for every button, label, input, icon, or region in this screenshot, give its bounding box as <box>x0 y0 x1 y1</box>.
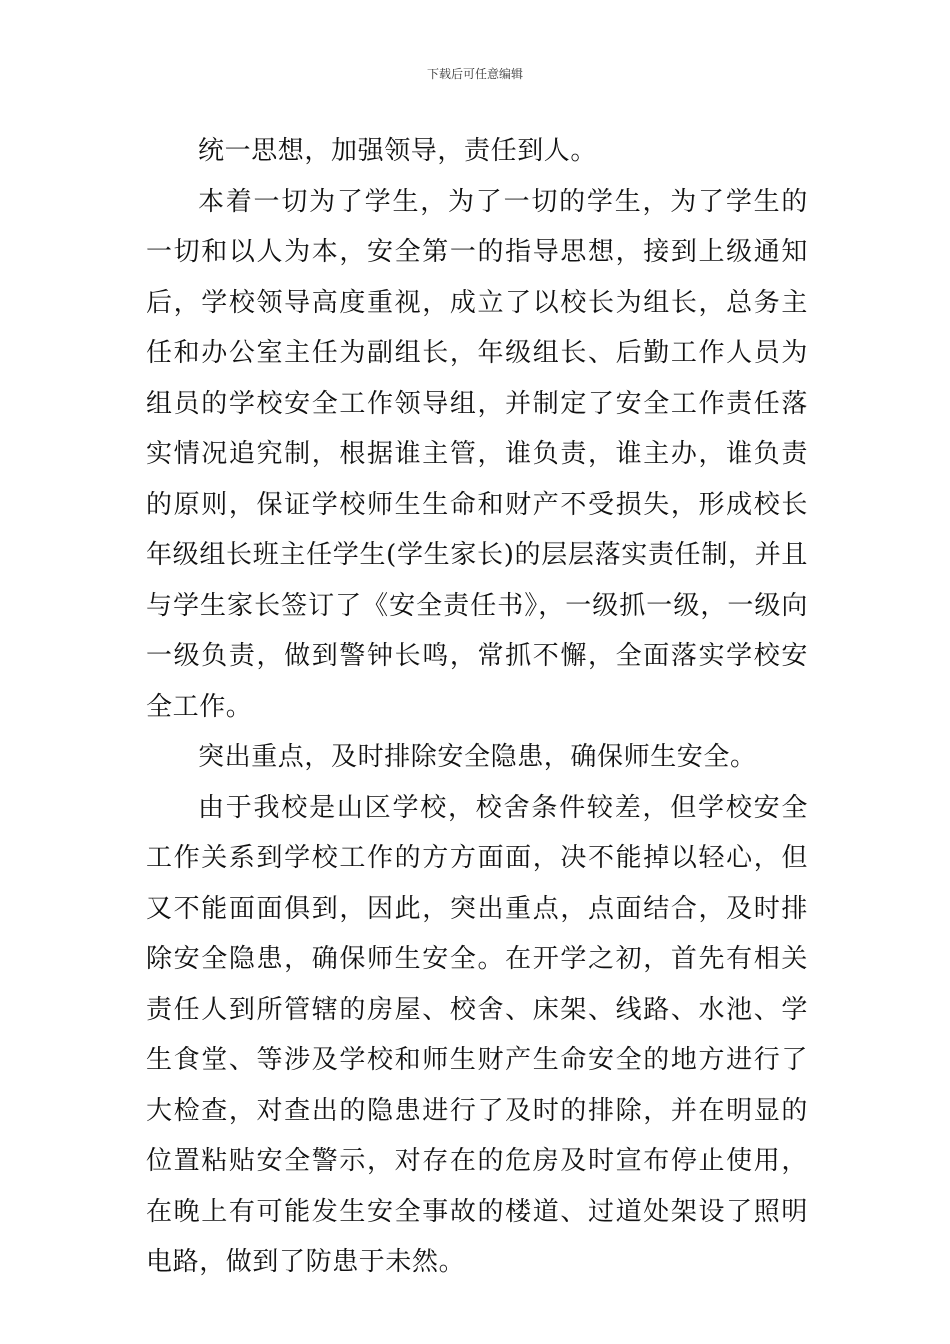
paragraph-hazard-inspection: 由于我校是山区学校，校舍条件较差，但学校安全工作关系到学校工作的方方面面，决不能掉以轻心，但又不能面面俱到，因此，突出重点，点面结合，及时排除安全隐患，确保师生安全。在开学之初，首先有相关责任人到所管辖的房屋、校舍、床架、线路、水池、学生食堂、等涉及学校和师生财产生命安全的地方进行了大检查，对查出的隐患进行了及时的排除，并在明显的位置粘贴安全警示，对存在的危房及时宣布停止使用，在晚上有可能发生安全事故的楼道、过道处架设了照明电路，做到了防患于未然。 <box>146 792 808 1277</box>
paragraph-heading-unified-leadership: 统一思想，加强领导，责任到人。 <box>198 136 598 166</box>
document-body <box>146 126 808 1288</box>
paragraph-safety-leadership-group: 本着一切为了学生，为了一切的学生，为了学生的一切和以人为本，安全第一的指导思想，接到上级通知后，学校领导高度重视，成立了以校长为组长，总务主任和办公室主任为副组长，年级组长、后勤工作人员为组员的学校安全工作领导组，并制定了安全工作责任落实情况追究制，根据谁主管，谁负责，谁主办，谁负责的原则，保证学校师生生命和财产不受损失，形成校长年级组长班主任学生(学生家长)的层层落实责任制，并且与学生家长签订了《安全责任书》，一级抓一级，一级向一级负责，做到警钟长鸣，常抓不懈，全面落实学校安全工作。 <box>146 186 808 722</box>
page-header-note: 下载后可任意编辑 <box>426 67 523 81</box>
paragraph-heading-hazard-removal: 突出重点，及时排除安全隐患，确保师生安全。 <box>198 742 757 772</box>
